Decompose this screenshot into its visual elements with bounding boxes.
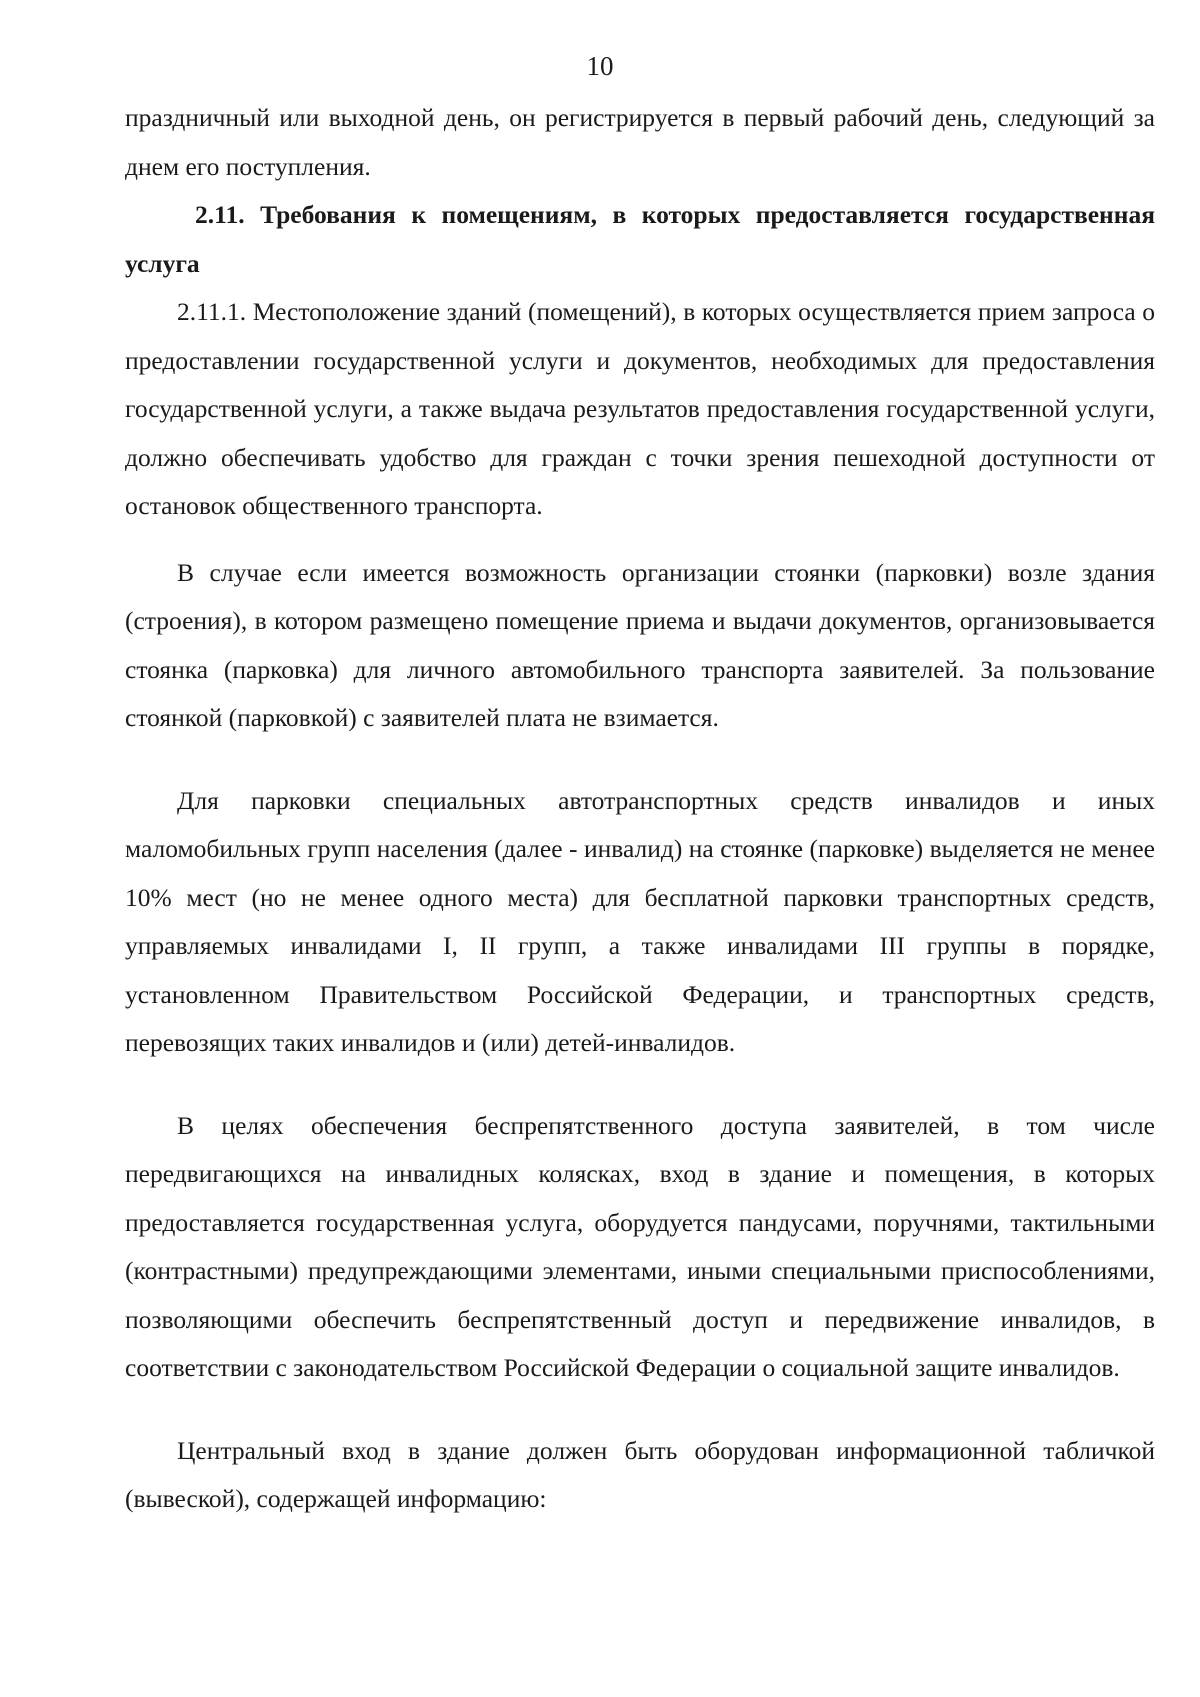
paragraph-entrance-sign: Центральный вход в здание должен быть оборудован информационной табличкой (вывеской), содержащей информацию: <box>125 1435 1155 1513</box>
paragraph-location: 2.11.1. Местоположение зданий (помещений), в которых осуществляется прием запроса о предоставлении государственной услуги и документов, необходимых для предоставления государственной услуги, а также выдача результатов предоставления государственной услуги, должно обеспечивать удобство для граждан с точки зрения пешеходной доступности от остановок общественного транспорта. <box>125 297 1155 520</box>
page-number: 10 <box>586 51 614 81</box>
section-heading: 2.11. Требования к помещениям, в которых предоставляется государственная услуга <box>125 200 1155 278</box>
paragraph-disabled-parking: Для парковки специальных автотранспортных средств инвалидов и иных маломобильных групп населения (далее - инвалид) на стоянке (парковке) выделяется не менее 10% мест (но не менее одного места) для бесплатной парковки транспортных средств, управляемых инвалидами I, II групп, а также инвалидами III группы в порядке, установленном Правительством Российской Федерации, и транспортных средств, перевозящих таких инвалидов и (или) детей-инвалидов. <box>125 785 1155 1057</box>
paragraph-accessibility: В целях обеспечения беспрепятственного доступа заявителей, в том числе передвигающихся на инвалидных колясках, вход в здание и помещения, в которых предоставляется государственная услуга, оборудуется пандусами, поручнями, тактильными (контрастными) предупреждающими элементами, иными специальными приспособлениями, позволяющими обеспечить беспрепятственный доступ и передвижение инвалидов, в соответствии с законодательством Российской Федерации о социальной защите инвалидов. <box>125 1110 1155 1382</box>
paragraph-continuation: праздничный или выходной день, он регистрируется в первый рабочий день, следующий за днем его поступления. <box>125 103 1155 181</box>
paragraph-parking: В случае если имеется возможность организации стоянки (парковки) возле здания (строения), в котором размещено помещение приема и выдачи документов, организовывается стоянка (парковка) для личного автомобильного транспорта заявителей. За пользование стоянкой (парковкой) с заявителей плата не взимается. <box>125 557 1155 732</box>
document-body <box>125 94 1155 1524</box>
